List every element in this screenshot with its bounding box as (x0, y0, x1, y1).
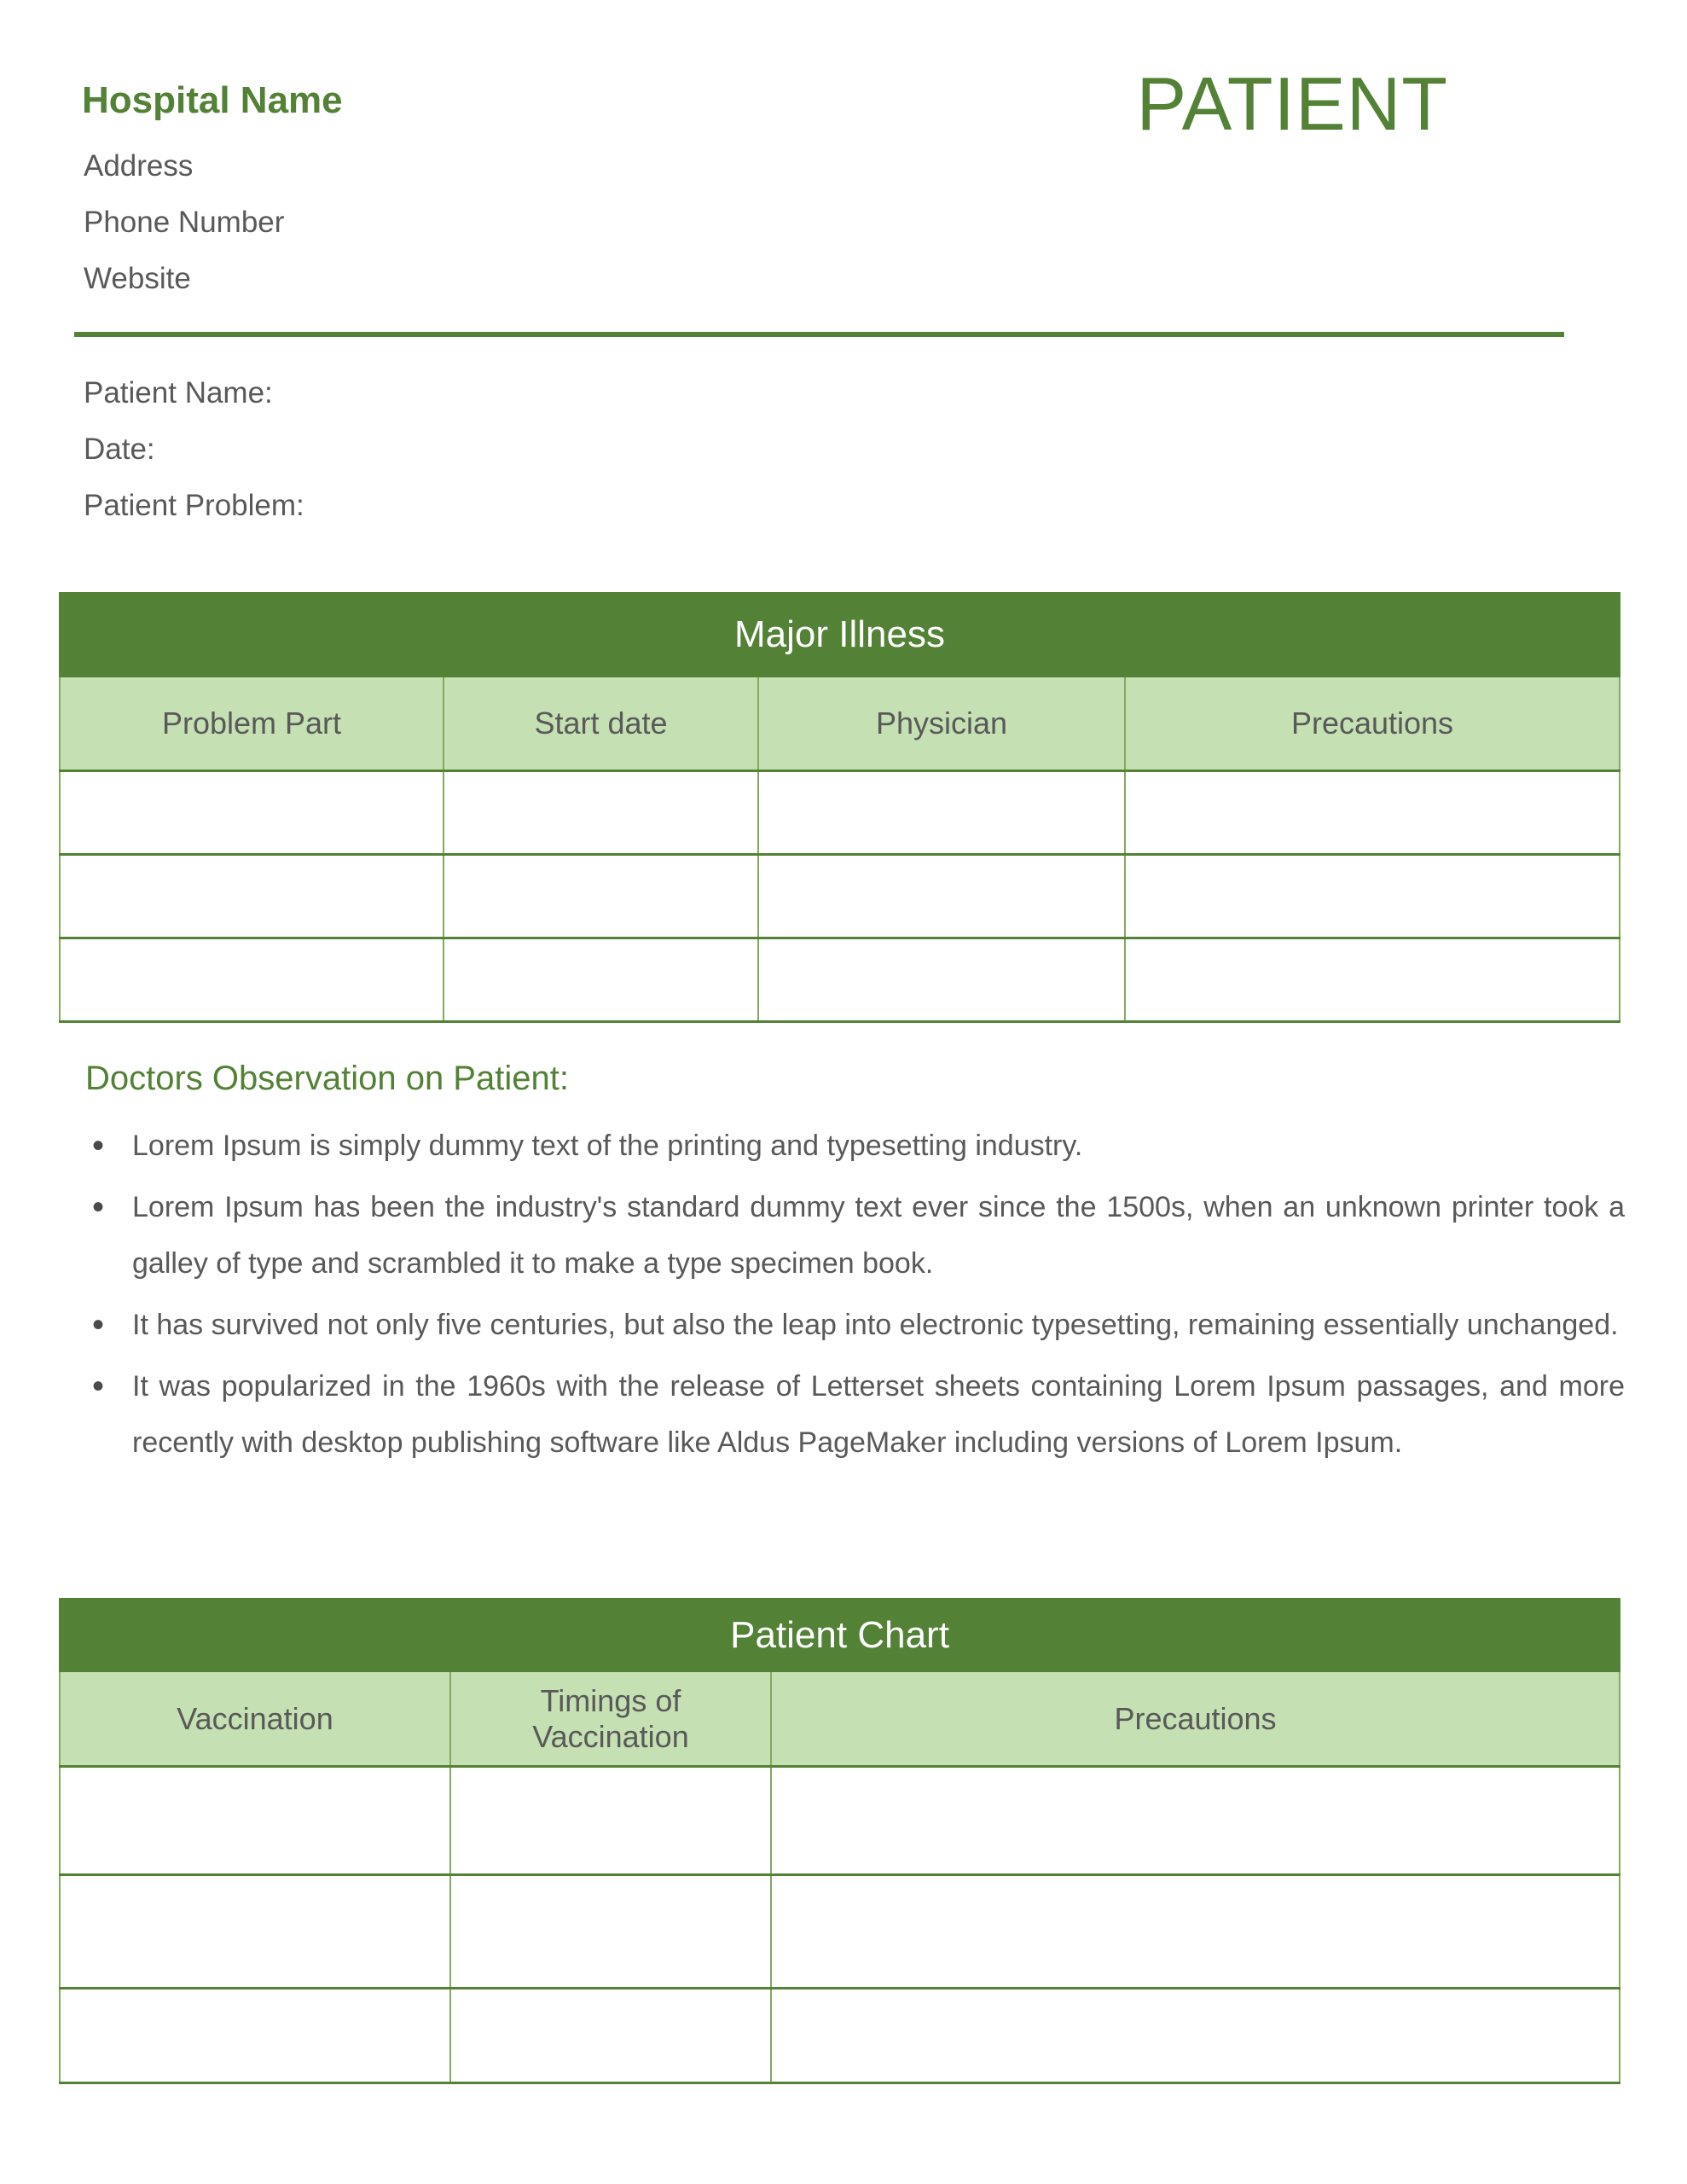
observation-bullet: • Lorem Ipsum is simply dummy text of the printing and typesetting industry. (82, 1118, 1625, 1174)
observation-bullet: • It was popularized in the 1960s with the release of Letterset sheets containing Lorem Ipsum passages, and more recently with desktop publishing software like Aldus PageMaker including versions of Lorem Ipsum. (82, 1358, 1625, 1471)
major-illness-table (59, 592, 1620, 1023)
major-illness-cell[interactable] (1125, 771, 1620, 855)
patient-chart-cell[interactable] (771, 1989, 1620, 2083)
patient-name-label: Patient Name: (84, 376, 273, 410)
hospital-address: Address (84, 149, 194, 183)
major-illness-cell[interactable] (443, 771, 758, 855)
patient-problem-label: Patient Problem: (84, 489, 304, 522)
hospital-website: Website (84, 262, 191, 295)
major-illness-cell[interactable] (758, 938, 1125, 1022)
major-illness-cell[interactable] (758, 855, 1125, 938)
patient-chart-cell[interactable] (60, 1989, 450, 2083)
table-row (60, 1767, 1620, 1875)
patient-chart-cell[interactable] (450, 1989, 771, 2083)
table-row (60, 938, 1620, 1022)
major-illness-cell[interactable] (1125, 938, 1620, 1022)
patient-chart-cell[interactable] (771, 1767, 1620, 1875)
table-row (60, 1875, 1620, 1989)
observation-bullet: • Lorem Ipsum has been the industry's standard dummy text ever since the 1500s, when an unknown printer took a galley of type and scrambled it to make a type specimen book. (82, 1179, 1625, 1292)
major-illness-cell[interactable] (60, 771, 443, 855)
patient-chart-table-title: Patient Chart (60, 1599, 1620, 1671)
table-row (60, 855, 1620, 938)
major-illness-cell[interactable] (60, 938, 443, 1022)
patient-chart-col-vaccination: Vaccination (60, 1671, 450, 1767)
table-row (60, 771, 1620, 855)
major-illness-cell[interactable] (443, 938, 758, 1022)
patient-chart-cell[interactable] (450, 1875, 771, 1989)
major-illness-cell[interactable] (443, 855, 758, 938)
document-title: PATIENT (1136, 61, 1448, 146)
hospital-name: Hospital Name (82, 79, 343, 121)
major-illness-cell[interactable] (1125, 855, 1620, 938)
patient-chart-col-precautions: Precautions (771, 1671, 1620, 1767)
observations-list (82, 1118, 1625, 1476)
major-illness-col-physician: Physician (758, 677, 1125, 771)
major-illness-col-problem-part: Problem Part (60, 677, 443, 771)
major-illness-col-precautions: Precautions (1125, 677, 1620, 771)
hospital-phone: Phone Number (84, 206, 285, 239)
hospital-contact-block (84, 138, 284, 307)
patient-chart-table (59, 1598, 1620, 2084)
patient-chart-cell[interactable] (60, 1875, 450, 1989)
major-illness-table-title: Major Illness (60, 593, 1620, 677)
header-divider (74, 332, 1564, 337)
patient-chart-cell[interactable] (771, 1875, 1620, 1989)
major-illness-cell[interactable] (60, 855, 443, 938)
table-row (60, 1989, 1620, 2083)
observation-bullet: • It has survived not only five centuries, but also the leap into electronic typesetting, remaining essentially unchanged. (82, 1297, 1625, 1353)
major-illness-cell[interactable] (758, 771, 1125, 855)
observations-heading: Doctors Observation on Patient: (85, 1060, 569, 1097)
patient-chart-col-timings: Timings of Vaccination (450, 1671, 771, 1767)
date-label: Date: (84, 433, 155, 466)
patient-chart-cell[interactable] (450, 1767, 771, 1875)
patient-info-block (84, 365, 304, 534)
patient-chart-cell[interactable] (60, 1767, 450, 1875)
major-illness-col-start-date: Start date (443, 677, 758, 771)
